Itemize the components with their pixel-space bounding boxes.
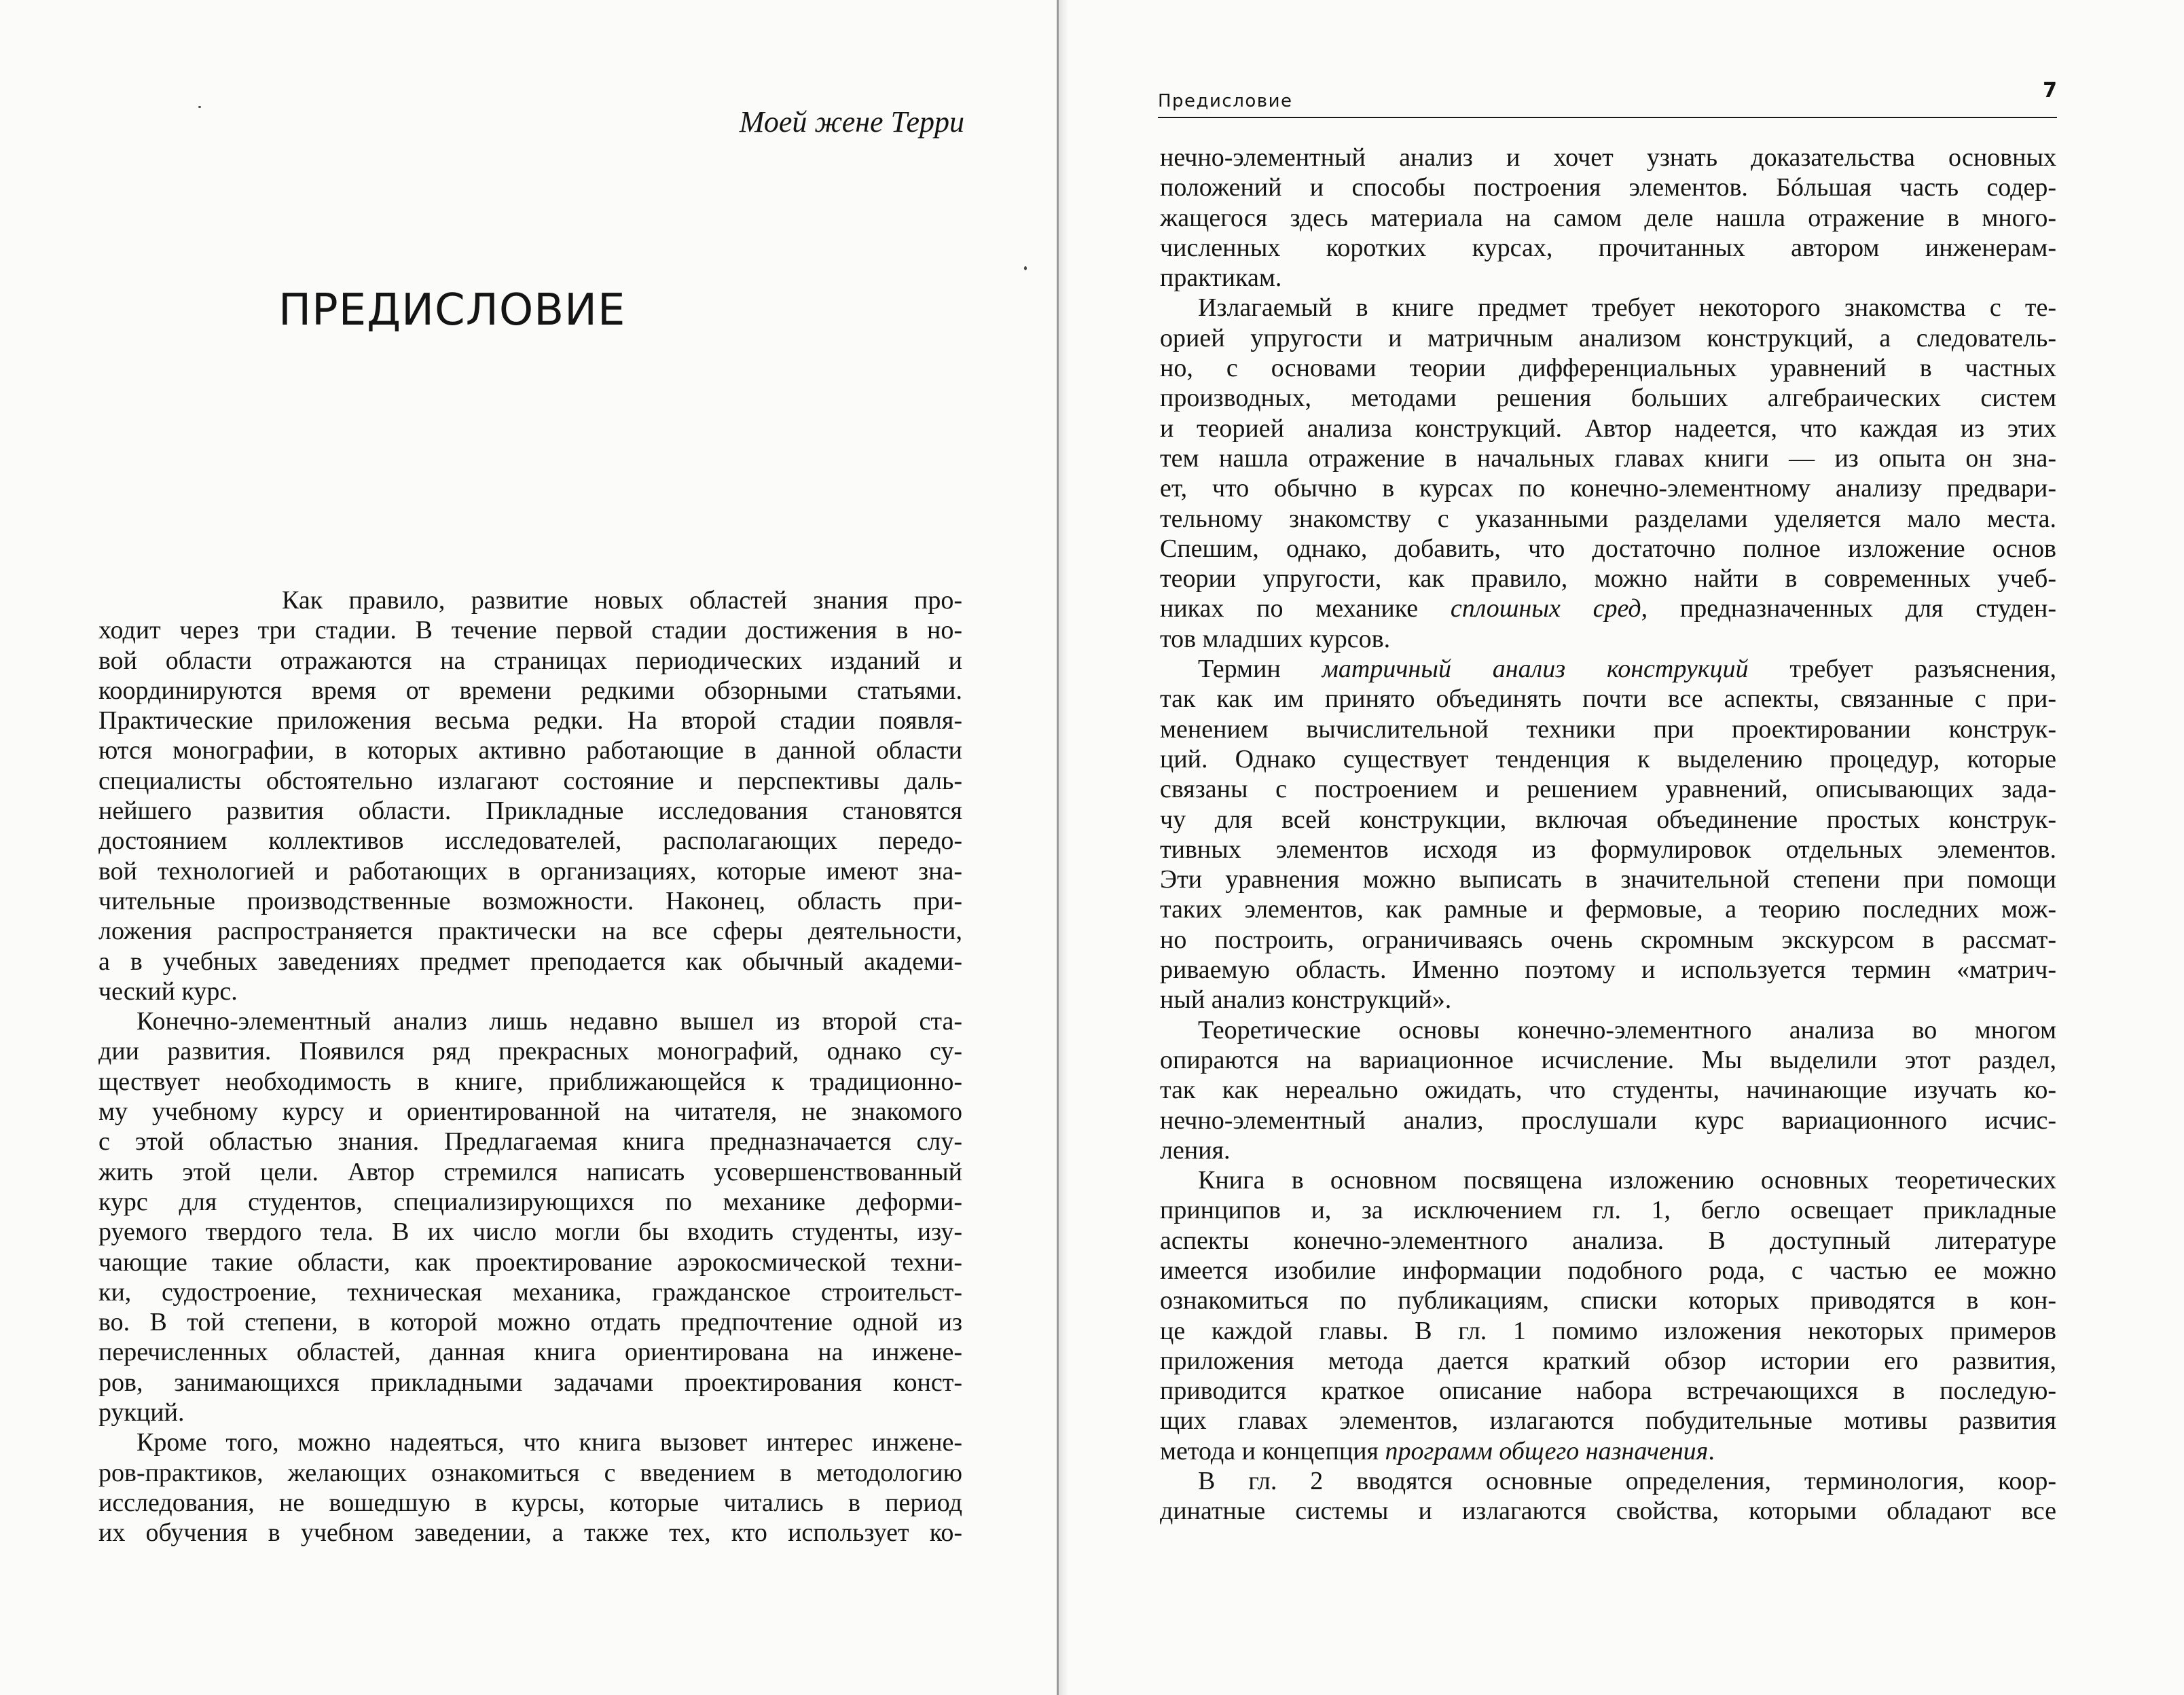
- text-line: Эти уравнения можно выписать в значительной степени при помощи: [1160, 865, 2056, 894]
- chapter-title: ПРЕДИСЛОВИЕ: [278, 285, 626, 335]
- text-line: менением вычислительной техники при проектировании конструк-: [1160, 714, 2056, 744]
- text-segment: , предназначенных для студен-: [1641, 594, 2057, 623]
- text-line: таких элементов, как рамные и фермовые, а теорию последних мож-: [1160, 895, 2056, 924]
- print-speck: [198, 106, 201, 108]
- text-line: численных коротких курсах, прочитанных автором инженерам-: [1160, 233, 2056, 262]
- text-line: связаны с построением и решением уравнений, описывающих зада-: [1160, 775, 2056, 804]
- text-line: тов младших курсов.: [1160, 624, 1391, 653]
- left-page: [0, 0, 1057, 1695]
- text-line: теории упругости, как правило, можно найти в современных учеб-: [1160, 564, 2056, 594]
- text-segment: требует разъяснения,: [1789, 655, 2056, 684]
- text-line: Как правило, развитие новых областей знания про-: [282, 586, 962, 615]
- text-line: Практические приложения весьма редки. На второй стадии появля-: [98, 706, 962, 735]
- text-line: жащегося здесь материала на самом деле нашла отражение в много-: [1160, 203, 2056, 232]
- dedication: Моей жене Терри: [739, 105, 964, 139]
- text-line: [1160, 594, 2056, 623]
- text-line: нечно-элементный анализ, прослушали курс вариационного исчис-: [1160, 1106, 2056, 1135]
- text-line: ческий курс.: [98, 977, 238, 1006]
- text-line: во. В той степени, в которой можно отдать предпочтение одной из: [98, 1308, 962, 1337]
- text-line: специалисты обстоятельно излагают состояние и перспективы даль-: [98, 766, 962, 795]
- text-line: приложения метода дается краткий обзор истории его развития,: [1160, 1346, 2056, 1375]
- text-line: Книга в основном посвящена изложению основных теоретических: [1198, 1166, 2056, 1195]
- text-line: тивных элементов исходя из формулировок отдельных элементов.: [1160, 835, 2056, 864]
- text-line: нейшего развития области. Прикладные исследования становятся: [98, 797, 962, 826]
- text-line: достоянием коллективов исследователей, располагающих передо-: [98, 826, 962, 856]
- text-line: риваемую область. Именно поэтому и используется термин «матрич-: [1160, 955, 2056, 985]
- text-line: ки, судостроение, техническая механика, гражданское строительст-: [98, 1277, 962, 1307]
- text-line: тельному знакомству с указанными разделами уделяется мало места.: [1160, 504, 2056, 533]
- page-number: 7: [2043, 79, 2057, 103]
- text-segment: никах по механике: [1160, 594, 1419, 623]
- text-line: вой области отражаются на страницах периодических изданий и: [98, 646, 962, 675]
- text-line: му учебному курсу и ориентированной на читателя, не знакомого: [98, 1097, 962, 1127]
- text-line: ложения распространяется практически на все сферы деятельности,: [98, 917, 962, 946]
- text-line: Излагаемый в книге предмет требует некоторого знакомства с те-: [1198, 293, 2056, 323]
- text-line: положений и способы построения элементов. Бóльшая часть содер-: [1160, 173, 2056, 202]
- text-line: принципов и, за исключением гл. 1, бегло освещает прикладные: [1160, 1196, 2056, 1225]
- right-body-text: [1160, 143, 2056, 1527]
- text-line: жить этой цели. Автор стремился написать усовершенствованный: [98, 1157, 962, 1186]
- text-line: курс для студентов, специализирующихся по механике деформи-: [98, 1187, 962, 1216]
- running-title: Предисловие: [1158, 91, 1293, 111]
- text-line: дии развития. Появился ряд прекрасных монографий, однако су-: [98, 1037, 962, 1066]
- text-line: чу для всей конструкции, включая объединение простых конструк-: [1160, 805, 2056, 834]
- text-line: так как нереально ожидать, что студенты, начинающие изучать ко-: [1160, 1076, 2056, 1105]
- text-line: опираются на вариационное исчисление. Мы выделили этот раздел,: [1160, 1045, 2056, 1074]
- left-body-text: [98, 585, 962, 1548]
- text-line: приводится краткое описание набора встречающихся в последую-: [1160, 1377, 2056, 1406]
- text-line: тем нашла отражение в начальных главах книги — из опыта он зна-: [1160, 443, 2056, 473]
- text-line: ный анализ конструкций».: [1160, 985, 1452, 1015]
- text-line: но, с основами теории дифференциальных уравнений в частных: [1160, 354, 2056, 383]
- text-line: ществует необходимость в книге, приближающейся к традиционно-: [98, 1067, 962, 1096]
- text-line: ров-практиков, желающих ознакомиться с введением в методологию: [98, 1458, 962, 1487]
- emphasis-text: матричный анализ конструкций: [1322, 655, 1749, 684]
- text-line: руемого твердого тела. В их число могли бы входить студенты, изу-: [98, 1218, 962, 1247]
- text-line: ходит через три стадии. В течение первой стадии достижения в но-: [98, 616, 962, 645]
- text-line: ций. Однако существует тенденция к выделению процедур, которые: [1160, 744, 2056, 773]
- text-segment: Термин: [1198, 655, 1281, 684]
- text-line: орией упругости и матричным анализом конструкций, а следователь-: [1160, 323, 2056, 352]
- emphasis-text: программ общего назначения: [1385, 1436, 1709, 1465]
- text-line: аспекты конечно-элементного анализа. В доступный литературе: [1160, 1226, 2056, 1255]
- right-page: [1059, 0, 2184, 1695]
- text-line: с этой областью знания. Предлагаемая книга предназначается слу-: [98, 1127, 962, 1156]
- emphasis-text: сплошных сред: [1450, 594, 1641, 623]
- text-line: производных, методами решения больших алгебраических систем: [1160, 384, 2056, 413]
- text-line: В гл. 2 вводятся основные определения, терминология, коор-: [1198, 1467, 2056, 1496]
- text-line: перечисленных областей, данная книга ориентирована на инжене-: [98, 1338, 962, 1367]
- text-line: рукций.: [98, 1398, 185, 1427]
- text-line: нечно-элементный анализ и хочет узнать доказательства основных: [1160, 143, 2056, 172]
- text-line: чающие такие области, как проектирование аэрокосмической техни-: [98, 1247, 962, 1277]
- text-line: ления.: [1160, 1135, 1231, 1165]
- text-line: координируются время от времени редкими обзорными статьями.: [98, 676, 962, 705]
- text-line: а в учебных заведениях предмет преподается как обычный академи-: [98, 947, 962, 976]
- text-line: их обучения в учебном заведении, а также тех, кто использует ко-: [98, 1518, 962, 1548]
- text-line: практикам.: [1160, 263, 1282, 293]
- text-line: Конечно-элементный анализ лишь недавно вышел из второй ста-: [136, 1007, 962, 1036]
- text-line: но построить, ограничиваясь очень скромным экскурсом в рассмат-: [1160, 925, 2056, 954]
- running-head: [1158, 79, 2057, 118]
- text-line: чительные производственные возможности. Наконец, область при-: [98, 886, 962, 915]
- text-line: исследования, не вошедшую в курсы, которые читались в период: [98, 1488, 962, 1517]
- text-line: ров, занимающихся прикладными задачами проектирования конст-: [98, 1368, 962, 1397]
- text-line: вой технологией и работающих в организациях, которые имеют зна-: [98, 856, 962, 886]
- text-line: и теорией анализа конструкций. Автор надеется, что каждая из этих: [1160, 414, 2056, 443]
- text-segment: метода и концепция: [1160, 1436, 1379, 1465]
- text-line: [1160, 1436, 2056, 1466]
- text-line: так как им принято объединять почти все аспекты, связанные с при-: [1160, 685, 2056, 714]
- text-line: ются монографии, в которых активно работающие в данной области: [98, 736, 962, 765]
- text-line: ознакомиться по публикациям, списки которых приводятся в кон-: [1160, 1286, 2056, 1315]
- text-line: щих главах элементов, излагаются побудительные мотивы развития: [1160, 1406, 2056, 1436]
- text-line: Спешим, однако, добавить, что достаточно полное изложение основ: [1160, 534, 2056, 563]
- text-segment: .: [1708, 1436, 1715, 1465]
- print-speck: [1024, 266, 1027, 270]
- text-line: це каждой главы. В гл. 1 помимо изложения некоторых примеров: [1160, 1316, 2056, 1345]
- text-line: Кроме того, можно надеяться, что книга вызовет интерес инжене-: [136, 1428, 962, 1457]
- text-line: Теоретические основы конечно-элементного анализа во многом: [1198, 1015, 2056, 1044]
- text-line: [1160, 654, 2056, 684]
- text-line: динатные системы и излагаются свойства, которыми обладают все: [1160, 1497, 2056, 1526]
- text-line: имеется изобилие информации подобного рода, с частью ее можно: [1160, 1256, 2056, 1285]
- text-line: ет, что обычно в курсах по конечно-элементному анализу предвари-: [1160, 474, 2056, 503]
